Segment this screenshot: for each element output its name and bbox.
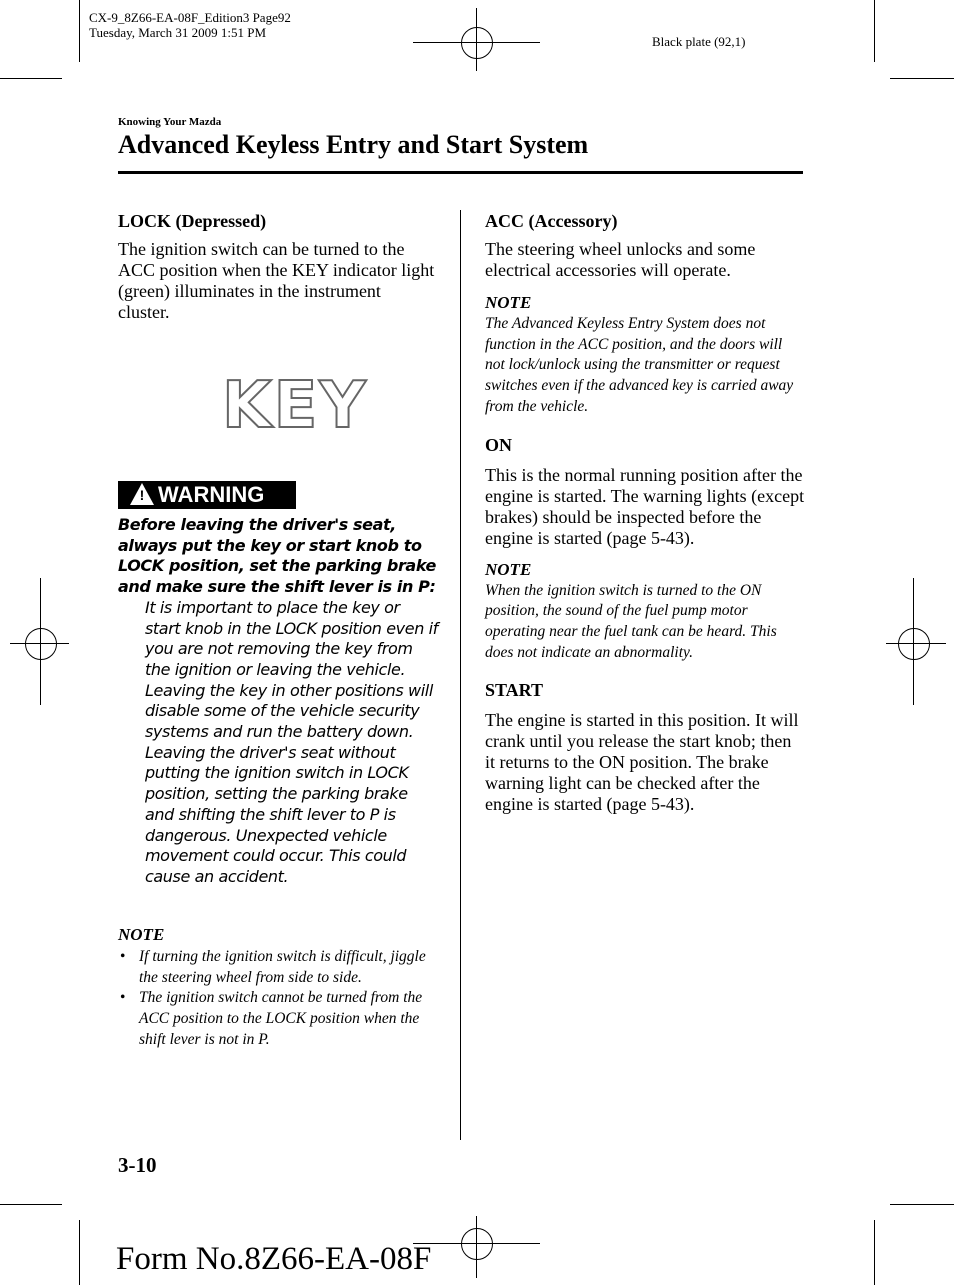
warning-paragraph-2: Leaving the driver's seat without putting the ignition switch in LOCK position, setting the parking brake and shifting the shift lever to P is dangerous. Unexpected vehicle movement could occur. This could cause an accident. — [145, 742, 409, 886]
title-rule — [118, 171, 803, 174]
acc-note: The Advanced Keyless Entry System does not function in the ACC position, and the doors will not lock/unlock using the transmitter or request switches even if the advanced key is carried away from the vehicle. — [485, 315, 794, 415]
warning-lead: Before leaving the driver's seat, always put the key or start knob to LOCK position, set the parking brake and make sure the shift lever is in P: — [118, 515, 436, 597]
lock-heading: LOCK (Depressed) — [118, 211, 267, 231]
column-divider — [460, 210, 461, 1140]
registration-mark-left — [13, 616, 69, 672]
note-list — [118, 947, 428, 1051]
registration-mark-right — [886, 616, 942, 672]
registration-mark-top — [449, 15, 505, 71]
crop-mark — [0, 78, 62, 79]
warning-label: WARNING — [158, 482, 265, 507]
slug-datetime: Tuesday, March 31 2009 1:51 PM — [89, 25, 267, 40]
crop-mark — [79, 1220, 80, 1285]
acc-text: The steering wheel unlocks and some electrical accessories will operate. — [485, 239, 756, 280]
note-heading: NOTE — [118, 925, 165, 944]
key-indicator-icon: KEY — [222, 369, 368, 443]
crop-mark — [874, 1220, 875, 1285]
on-note: When the ignition switch is turned to the ON position, the sound of the fuel pump motor operating near the fuel tank can be heard. This does not indicate an abnormality. — [485, 581, 777, 661]
on-note-heading: NOTE — [485, 559, 532, 579]
form-number: Form No.8Z66-EA-08F — [116, 1241, 432, 1277]
section-label: Knowing Your Mazda — [118, 116, 222, 128]
acc-heading: ACC (Accessory) — [485, 211, 618, 231]
crop-mark — [0, 1204, 62, 1205]
right-column — [485, 211, 805, 833]
slug-file: CX-9_8Z66-EA-08F_Edition3 Page92 — [89, 10, 291, 25]
crop-mark — [890, 1204, 954, 1205]
acc-note-heading: NOTE — [485, 293, 532, 312]
lock-text: The ignition switch can be turned to the ACC position when the KEY indicator light (green) illuminates in the instrument cluster. — [118, 239, 435, 322]
page-title: Advanced Keyless Entry and Start System — [118, 130, 589, 159]
on-text: This is the normal running position after the engine is started. The warning lights (except brakes) should be inspected before the engine is started (page 5-43). — [485, 464, 805, 548]
warning-text — [118, 515, 438, 888]
warning-badge: ! WARNING — [118, 481, 296, 509]
print-slug — [89, 10, 291, 40]
slug-plate: Black plate (92,1) — [652, 34, 746, 49]
crop-mark — [874, 0, 875, 62]
registration-mark-bottom — [449, 1216, 505, 1272]
on-heading: ON — [485, 434, 512, 455]
note-item: • The ignition switch cannot be turned from the ACC position to the LOCK position when the shift lever is not in P. — [118, 988, 428, 1050]
page-number: 3-10 — [118, 1153, 157, 1177]
start-heading: START — [485, 680, 544, 701]
left-note — [118, 924, 428, 1051]
crop-mark — [79, 0, 80, 62]
left-column — [118, 211, 436, 341]
start-text: The engine is started in this position. It will crank until you release the start knob; then it returns to the ON position. The brake warning light can be checked after the engine is started (page 5-43). — [485, 710, 799, 815]
warning-paragraph-1: It is important to place the key or start knob in the LOCK position even if you are not removing the key from the ignition or leaving the vehicle. Leaving the key in other positions will disable some of the vehicle security systems and run the battery down. — [145, 597, 438, 742]
note-item: • If turning the ignition switch is difficult, jiggle the steering wheel from side to side. — [118, 947, 428, 988]
crop-mark — [890, 78, 954, 79]
